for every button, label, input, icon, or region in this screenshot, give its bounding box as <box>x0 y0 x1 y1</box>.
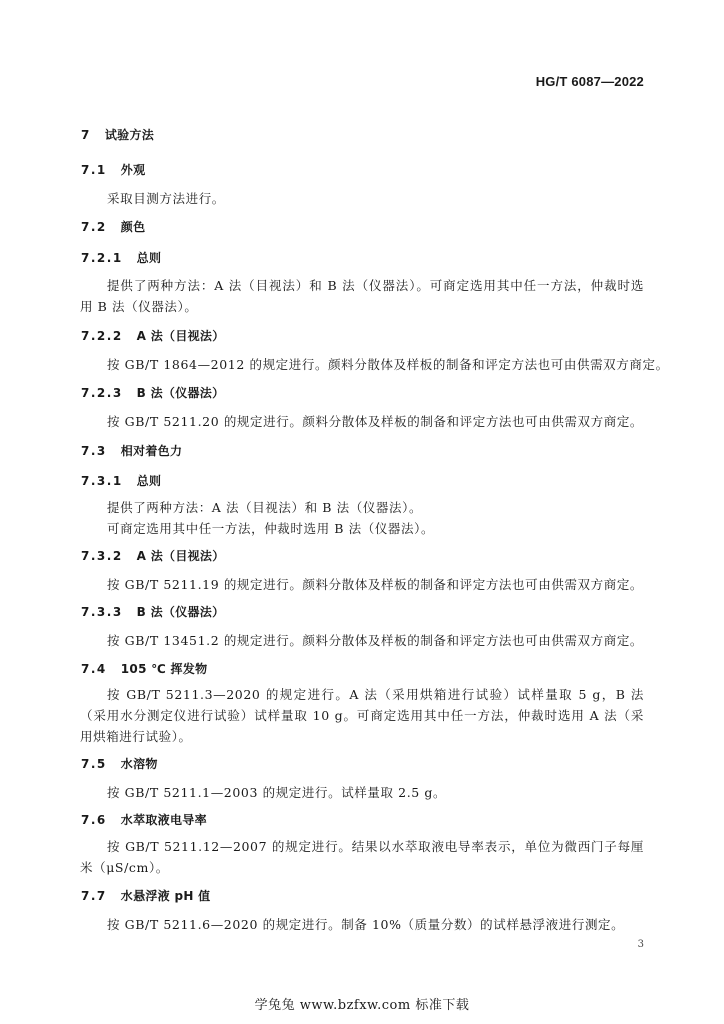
footer-watermark[interactable]: 学兔兔 www.bzfxw.com 标准下载 <box>254 998 470 1013</box>
heading-number: 7.2.3 <box>81 386 123 400</box>
heading-7-3 <box>81 442 182 459</box>
heading-7-3-2 <box>81 547 225 564</box>
heading-7-6 <box>81 811 207 828</box>
page-number: 3 <box>637 939 644 950</box>
heading-title: 颜色 <box>120 220 146 234</box>
heading-title: 试验方法 <box>104 128 155 142</box>
heading-7 <box>81 126 154 143</box>
heading-number: 7.5 <box>81 757 107 771</box>
heading-title: 水悬浮液 pH 值 <box>120 889 211 903</box>
heading-title: B 法（仪器法） <box>136 605 225 619</box>
heading-7-2-2 <box>81 327 225 344</box>
para-7-2-2: 按 GB/T 1864—2012 的规定进行。颜料分散体及样板的制备和评定方法也可由供需双方商定。 <box>107 357 669 372</box>
heading-7-2-3 <box>81 384 224 401</box>
para-7-1: 采取目测方法进行。 <box>107 191 225 206</box>
para-7-3-1-line1: 提供了两种方法：A 法（目视法）和 B 法（仪器法）。 <box>107 500 423 515</box>
heading-7-3-3 <box>81 603 224 620</box>
para-7-2-1: 提供了两种方法：A 法（目视法）和 B 法（仪器法）。可商定选用其中任一方法，仲裁时选用 B 法（仪器法）。 <box>80 278 644 314</box>
para-7-3-3: 按 GB/T 13451.2 的规定进行。颜料分散体及样板的制备和评定方法也可由供需双方商定。 <box>107 633 644 648</box>
heading-title: 水萃取液电导率 <box>120 813 207 827</box>
para-7-3-1-line2: 可商定选用其中任一方法，仲裁时选用 B 法（仪器法）。 <box>107 521 435 536</box>
para-7-2-3: 按 GB/T 5211.20 的规定进行。颜料分散体及样板的制备和评定方法也可由供需双方商定。 <box>107 414 644 429</box>
para-7-7: 按 GB/T 5211.6—2020 的规定进行。制备 10%（质量分数）的试样悬浮液进行测定。 <box>107 917 625 932</box>
para-7-4: 按 GB/T 5211.3—2020 的规定进行。A 法（采用烘箱进行试验）试样量取 5 g，B 法（采用水分测定仪进行试验）试样量取 10 g。可商定选用其中任一方法，仲裁时选用 A 法（采用烘箱进行试验）。 <box>80 687 644 744</box>
heading-7-3-1 <box>81 472 161 489</box>
heading-title: 总则 <box>136 251 162 265</box>
heading-number: 7.3.2 <box>81 549 123 563</box>
heading-7-1 <box>81 161 145 178</box>
heading-number: 7.2 <box>81 220 107 234</box>
heading-title: B 法（仪器法） <box>136 386 225 400</box>
heading-number: 7.3.3 <box>81 605 123 619</box>
heading-number: 7.2.2 <box>81 329 123 343</box>
heading-7-2 <box>81 218 145 235</box>
heading-number: 7.6 <box>81 813 107 827</box>
heading-7-7 <box>81 887 210 904</box>
heading-title: A 法（目视法） <box>136 329 225 343</box>
heading-7-4 <box>81 660 207 677</box>
heading-number: 7.4 <box>81 662 107 676</box>
heading-title: 相对着色力 <box>120 444 183 458</box>
heading-7-5 <box>81 755 158 772</box>
para-7-5: 按 GB/T 5211.1—2003 的规定进行。试样量取 2.5 g。 <box>107 785 447 800</box>
heading-title: A 法（目视法） <box>136 549 225 563</box>
heading-7-2-1 <box>81 249 161 266</box>
para-7-6: 按 GB/T 5211.12—2007 的规定进行。结果以水萃取液电导率表示，单位为微西门子每厘米（μS/cm）。 <box>80 839 644 875</box>
heading-number: 7.3.1 <box>81 474 123 488</box>
heading-number: 7.2.1 <box>81 251 123 265</box>
heading-number: 7.3 <box>81 444 107 458</box>
heading-title: 105 ℃ 挥发物 <box>120 662 208 676</box>
heading-title: 总则 <box>136 474 162 488</box>
heading-number: 7 <box>81 128 91 142</box>
heading-number: 7.1 <box>81 163 107 177</box>
standard-number: HG/T 6087—2022 <box>535 74 644 89</box>
para-7-3-2: 按 GB/T 5211.19 的规定进行。颜料分散体及样板的制备和评定方法也可由供需双方商定。 <box>107 577 644 592</box>
heading-title: 水溶物 <box>120 757 158 771</box>
heading-title: 外观 <box>120 163 146 177</box>
heading-number: 7.7 <box>81 889 107 903</box>
